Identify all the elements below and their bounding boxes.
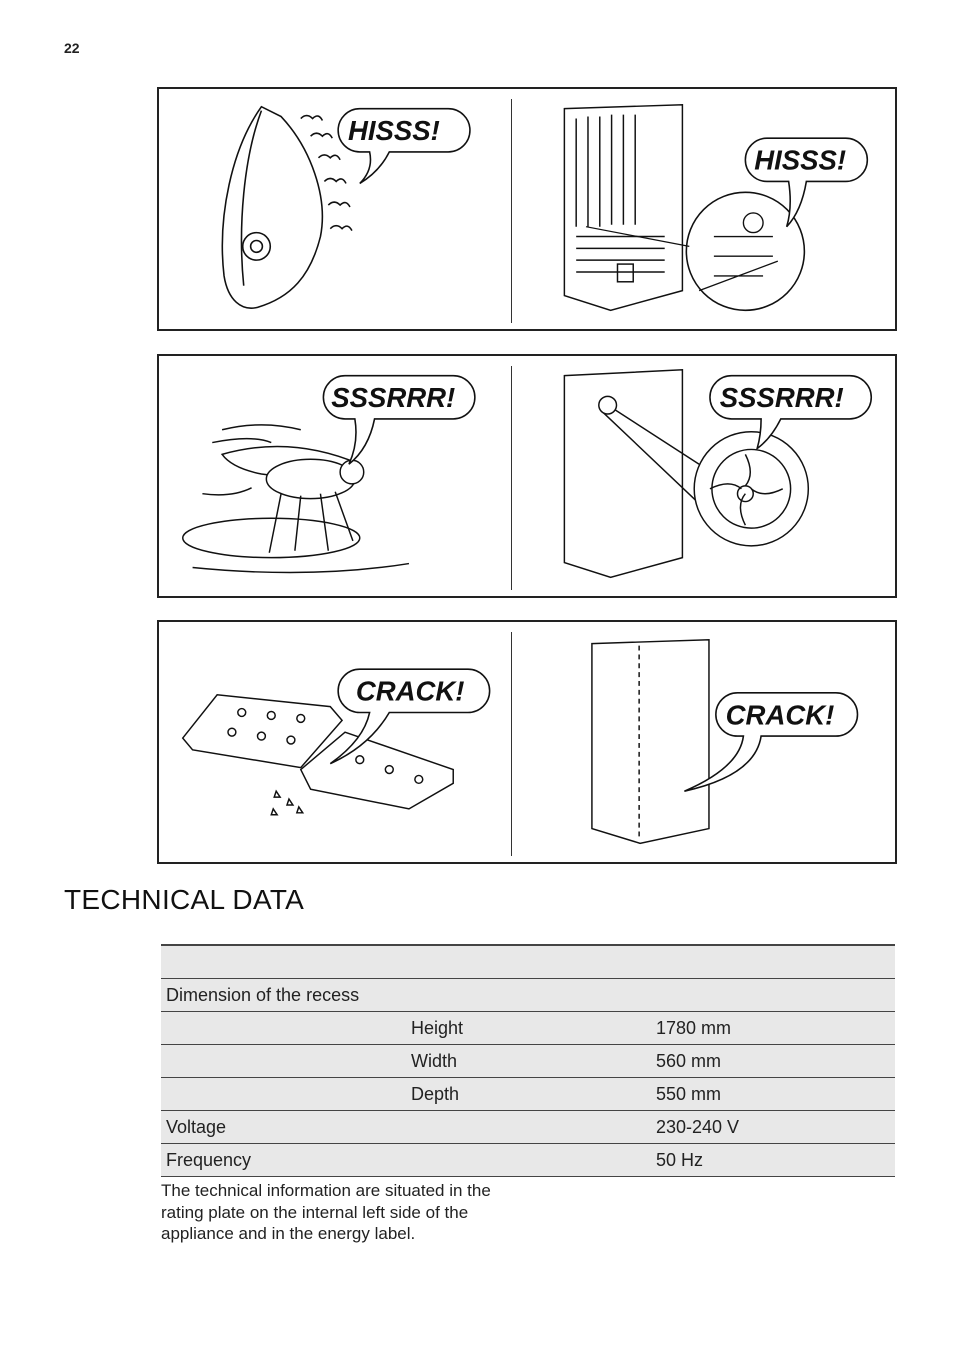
speech-bubble-left bbox=[330, 669, 489, 763]
row-dimension: Height bbox=[406, 1012, 651, 1045]
row-label: Voltage bbox=[161, 1111, 406, 1144]
fridge-back-drawing bbox=[564, 105, 682, 311]
hisss-illustration bbox=[159, 89, 895, 329]
illustration-panel-crack bbox=[157, 620, 897, 864]
page-number: 22 bbox=[64, 40, 80, 56]
row-label bbox=[161, 945, 406, 979]
bubble-text-left: SSSRRR! bbox=[331, 382, 456, 414]
panel-divider bbox=[511, 632, 512, 856]
bubble-text-right: SSSRRR! bbox=[719, 382, 844, 414]
table-row bbox=[161, 1012, 895, 1045]
row-label bbox=[161, 1045, 406, 1078]
table-row bbox=[161, 1111, 895, 1144]
row-value: 50 Hz bbox=[651, 1144, 895, 1177]
section-heading: TECHNICAL DATA bbox=[64, 884, 305, 915]
panel-divider bbox=[511, 99, 512, 323]
bubble-text-left: CRACK! bbox=[355, 675, 465, 707]
row-dimension: Depth bbox=[406, 1078, 651, 1111]
table-row bbox=[161, 1144, 895, 1177]
table-row bbox=[161, 1078, 895, 1111]
row-value: 550 mm bbox=[651, 1078, 895, 1111]
table-row bbox=[161, 945, 895, 979]
table-row bbox=[161, 979, 895, 1012]
steam-iron-drawing bbox=[222, 107, 352, 308]
crack-illustration bbox=[159, 622, 895, 862]
illustration-panel-hisss bbox=[157, 87, 897, 331]
fridge-front-drawing bbox=[592, 640, 709, 844]
technical-data-table bbox=[161, 944, 895, 1177]
row-label: Dimension of the recess bbox=[161, 979, 406, 1012]
sssrrr-illustration bbox=[159, 356, 895, 596]
row-value: 560 mm bbox=[651, 1045, 895, 1078]
row-label bbox=[161, 1012, 406, 1045]
bubble-text-right: CRACK! bbox=[725, 699, 835, 731]
illustration-panel-sssrrr bbox=[157, 354, 897, 598]
row-value bbox=[651, 945, 895, 979]
table-row bbox=[161, 1045, 895, 1078]
bubble-text-left: HISSS! bbox=[347, 115, 440, 147]
row-dimension: Width bbox=[406, 1045, 651, 1078]
row-value: 230-240 V bbox=[651, 1111, 895, 1144]
row-label bbox=[161, 1078, 406, 1111]
speech-bubble-left bbox=[323, 376, 474, 465]
technical-note: The technical information are situated in the rating plate on the internal left side of the appliance and in the energy label. bbox=[161, 1181, 491, 1243]
row-dimension bbox=[406, 945, 651, 979]
row-value: 1780 mm bbox=[651, 1012, 895, 1045]
speech-bubble-right bbox=[684, 693, 857, 791]
bubble-text-right: HISSS! bbox=[754, 144, 847, 176]
panel-divider bbox=[511, 366, 512, 590]
row-dimension bbox=[406, 979, 651, 1012]
speech-bubble-left bbox=[338, 109, 470, 184]
row-dimension bbox=[406, 1111, 651, 1144]
row-value bbox=[651, 979, 895, 1012]
row-dimension bbox=[406, 1144, 651, 1177]
row-label: Frequency bbox=[161, 1144, 406, 1177]
fly-drawing bbox=[183, 425, 409, 573]
